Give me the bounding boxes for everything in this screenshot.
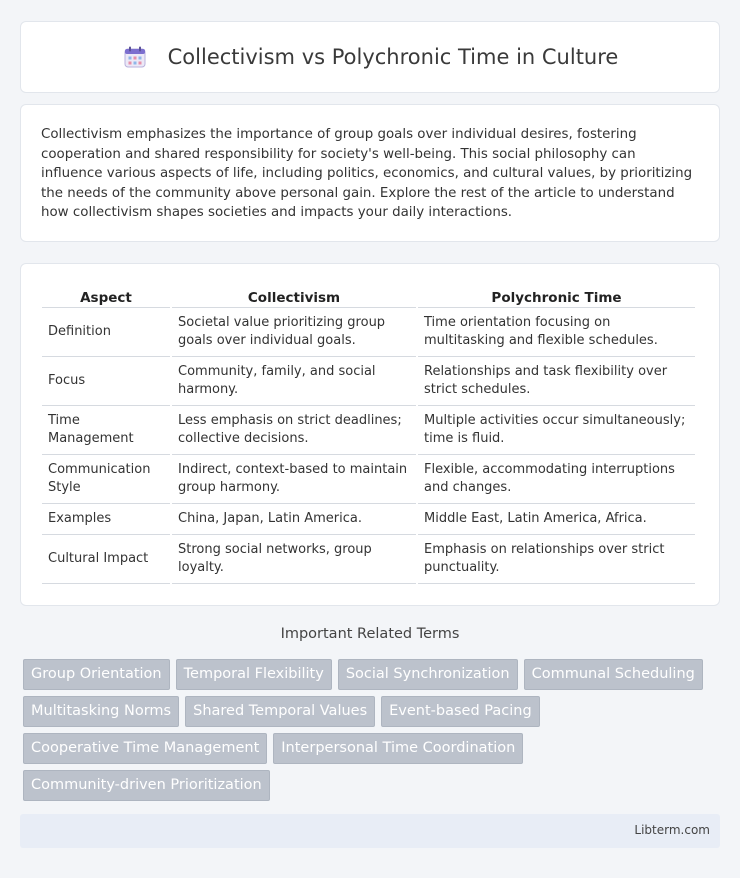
table-cell-collectivism: Less emphasis on strict deadlines; collective decisions. [172, 406, 416, 455]
comparison-table-card [20, 263, 720, 606]
table-cell-collectivism: Societal value prioritizing group goals over individual goals. [172, 308, 416, 357]
table-cell-polychronic: Time orientation focusing on multitasking and flexible schedules. [418, 308, 695, 357]
term-tag[interactable]: Shared Temporal Values [185, 696, 375, 727]
table-row [42, 455, 695, 504]
table-cell-aspect: Focus [42, 357, 170, 406]
term-tag[interactable]: Communal Scheduling [524, 659, 703, 690]
term-tag[interactable]: Cooperative Time Management [23, 733, 267, 764]
table-cell-aspect: Communication Style [42, 455, 170, 504]
table-cell-polychronic: Multiple activities occur simultaneously; time is fluid. [418, 406, 695, 455]
column-header-aspect: Aspect [42, 286, 170, 308]
related-terms-heading: Important Related Terms [280, 626, 460, 642]
table-cell-collectivism: Strong social networks, group loyalty. [172, 535, 416, 584]
tag-row [23, 696, 723, 727]
term-tag[interactable]: Temporal Flexibility [176, 659, 332, 690]
intro-paragraph: Collectivism emphasizes the importance of group goals over individual desires, fostering cooperation and shared responsibility for society's well-being. This social philosophy can influence various aspects of life, including politics, economics, and cultural values, by prioritizing the needs of the community above personal gain. Explore the rest of the article to understand how collectivism shapes societies and impacts your daily interactions. [41, 127, 693, 221]
table-row [42, 308, 695, 357]
table-row [42, 535, 695, 584]
table-row [42, 504, 695, 535]
table-cell-polychronic: Relationships and task flexibility over strict schedules. [418, 357, 695, 406]
table-row [42, 357, 695, 406]
comparison-table [40, 286, 697, 584]
table-row [42, 406, 695, 455]
table-cell-collectivism: China, Japan, Latin America. [172, 504, 416, 535]
footer [20, 814, 720, 848]
calendar-icon [122, 44, 148, 70]
table-cell-polychronic: Flexible, accommodating interruptions and changes. [418, 455, 695, 504]
tag-row [23, 770, 723, 801]
table-cell-polychronic: Middle East, Latin America, Africa. [418, 504, 695, 535]
column-header-polychronic-time: Polychronic Time [418, 286, 695, 308]
table-cell-aspect: Time Management [42, 406, 170, 455]
related-terms-list [23, 659, 723, 807]
footer-site-link[interactable]: Libterm.com [634, 823, 710, 837]
term-tag[interactable]: Interpersonal Time Coordination [273, 733, 523, 764]
table-cell-aspect: Examples [42, 504, 170, 535]
table-cell-collectivism: Community, family, and social harmony. [172, 357, 416, 406]
table-cell-polychronic: Emphasis on relationships over strict punctuality. [418, 535, 695, 584]
header-card [20, 21, 720, 93]
term-tag[interactable]: Social Synchronization [338, 659, 518, 690]
table-cell-collectivism: Indirect, context-based to maintain group harmony. [172, 455, 416, 504]
page-title: Collectivism vs Polychronic Time in Culture [167, 45, 619, 69]
table-cell-aspect: Definition [42, 308, 170, 357]
term-tag[interactable]: Multitasking Norms [23, 696, 179, 727]
title-wrap [21, 22, 719, 92]
term-tag[interactable]: Event-based Pacing [381, 696, 540, 727]
term-tag[interactable]: Group Orientation [23, 659, 170, 690]
column-header-collectivism: Collectivism [172, 286, 416, 308]
tag-row [23, 733, 723, 764]
table-header-row [42, 286, 695, 308]
intro-card [20, 104, 720, 242]
tag-row [23, 659, 723, 690]
table-cell-aspect: Cultural Impact [42, 535, 170, 584]
term-tag[interactable]: Community-driven Prioritization [23, 770, 270, 801]
